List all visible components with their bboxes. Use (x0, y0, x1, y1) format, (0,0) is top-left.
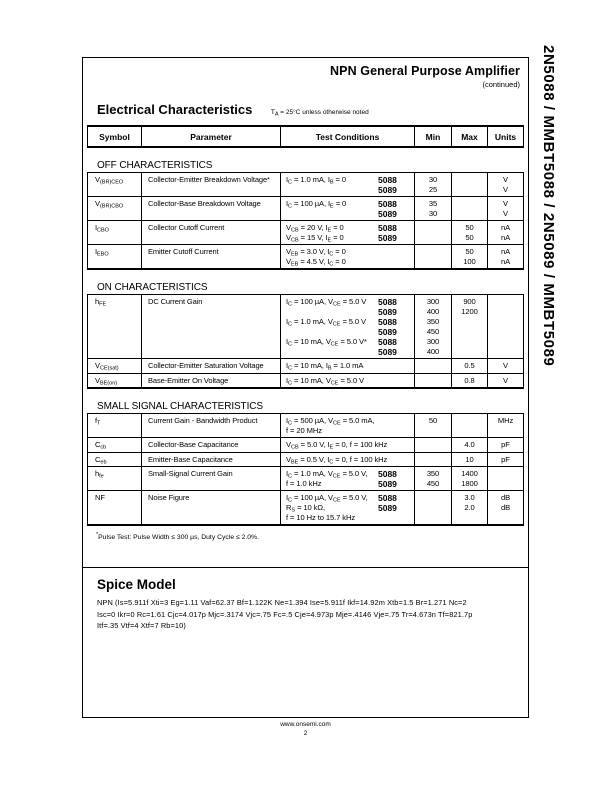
max-value: 900 (463, 297, 476, 306)
units-cell (487, 438, 523, 452)
min-value (415, 493, 451, 503)
table-row (88, 295, 523, 358)
max-value: 0.5 (464, 361, 475, 370)
min-value: 450 (426, 479, 440, 488)
max-value: 10 (465, 454, 474, 464)
max-value: 3.0 (464, 493, 475, 502)
min-value: 35 (428, 199, 438, 208)
parameter-cell: Base-Emitter On Voltage (141, 374, 280, 388)
condition-line (281, 493, 414, 503)
max-value: 100 (463, 257, 476, 266)
condition-text: $I_C = 100$ µA, $I_E = 0$ (286, 199, 347, 210)
spice-model-heading: Spice Model (97, 577, 176, 592)
condition-line (281, 469, 414, 479)
device-label: 5089 (378, 307, 397, 317)
units-cell (487, 295, 523, 358)
conditions-cell (280, 491, 414, 524)
units-cell (487, 414, 523, 437)
condition-line (281, 503, 414, 513)
unit-value (488, 327, 523, 337)
min-cell (414, 173, 451, 196)
temperature-note: $T_A = 25^\circ C$ unless otherwise noted (270, 109, 369, 118)
condition-text: $V_{EB} = 4.5$ V, $I_C = 0$ (286, 257, 346, 268)
min-cell (414, 438, 451, 452)
max-cell (451, 414, 487, 437)
page-border (82, 57, 529, 718)
conditions-cell (280, 359, 414, 373)
condition-text: $I_C = 100$ µA, $V_{CE} = 5.0$ V, (286, 493, 368, 504)
min-cell (414, 221, 451, 244)
max-value (452, 327, 487, 337)
symbol-cell: $h_{fe}$ (95, 469, 104, 480)
conditions-cell (280, 197, 414, 220)
unit-value: dB (500, 493, 511, 502)
condition-line (281, 199, 414, 209)
condition-text: f = 20 MHz (286, 426, 322, 435)
max-value (452, 347, 487, 357)
table-row (88, 437, 523, 452)
min-cell (414, 245, 451, 268)
condition-line (281, 247, 414, 257)
characteristics-table (87, 413, 524, 526)
condition-text (286, 327, 376, 337)
unit-value: nA (500, 257, 511, 266)
parameter-cell: Small-Signal Current Gain (141, 467, 280, 490)
unit-value: dB (500, 503, 511, 512)
units-cell (487, 197, 523, 220)
device-label: 5089 (378, 503, 397, 513)
condition-line (281, 337, 414, 347)
unit-value: pF (501, 454, 510, 464)
max-value: 1800 (461, 479, 478, 488)
min-cell (414, 197, 451, 220)
min-value: 300 (426, 337, 440, 346)
device-label: 5089 (378, 479, 397, 489)
column-header-test-conditions: Test Conditions (280, 127, 414, 146)
condition-line (281, 209, 414, 219)
table-row (88, 414, 523, 437)
min-value: 25 (428, 185, 438, 194)
sections (83, 160, 528, 526)
min-cell (414, 414, 451, 437)
device-label: 5089 (378, 327, 397, 337)
max-value: 0.8 (464, 375, 475, 385)
continued-label: (continued) (482, 80, 520, 89)
parameter-cell: Emitter-Base Capacitance (141, 453, 280, 467)
max-value (452, 175, 487, 185)
condition-line (281, 416, 414, 426)
column-header-min: Min (414, 127, 451, 146)
device-label: 5089 (378, 209, 397, 219)
max-cell (451, 467, 487, 490)
max-value (452, 199, 487, 209)
condition-text: f = 1.0 kHz (286, 479, 322, 488)
table-row (88, 358, 523, 373)
condition-line (281, 307, 414, 317)
condition-line (281, 257, 414, 267)
page-footer (82, 721, 529, 738)
max-value: 50 (465, 233, 474, 242)
condition-text: $I_C = 10$ mA, $I_B = 1.0$ mA (286, 361, 364, 372)
condition-line (281, 361, 414, 371)
symbol-cell: $C_{eb}$ (95, 454, 107, 465)
condition-text (286, 307, 376, 317)
condition-line (281, 376, 414, 386)
condition-text: f = 10 Hz to 15.7 kHz (286, 513, 356, 522)
max-value (452, 416, 487, 426)
unit-value (488, 337, 523, 347)
conditions-cell (280, 245, 414, 268)
parameter-cell: Current Gain - Bandwidth Product (141, 414, 280, 437)
condition-line (281, 185, 414, 195)
max-cell (451, 359, 487, 373)
column-header-max: Max (451, 127, 487, 146)
min-cell (414, 467, 451, 490)
spice-model-line: Isc=0 Ikr=0 Rc=1.61 Cjc=4.017p Mjc=.3174 Vjc=.75 Fc=.5 Cje=4.973p Mje=.4146 Vje=.75 Tr=4.673n Tf=821.7p (97, 609, 473, 619)
max-value (452, 317, 487, 327)
condition-line (281, 455, 414, 465)
characteristics-section (83, 401, 528, 526)
unit-value (488, 347, 523, 357)
condition-text: $V_{EB} = 3.0$ V, $I_C = 0$ (286, 247, 346, 258)
max-value (452, 209, 487, 219)
electrical-characteristics-heading-row (97, 101, 528, 119)
condition-text: $V_{BE} = 0.5$ V, $I_C = 0$, f = 100 kHz (286, 454, 388, 465)
table-row (88, 196, 523, 220)
table-row (88, 220, 523, 244)
min-value (415, 455, 451, 465)
condition-text: $V_{CB} = 20$ V, $I_E = 0$ (286, 223, 344, 234)
device-label: 5088 (378, 297, 397, 307)
min-value (415, 513, 451, 523)
condition-line (281, 347, 414, 357)
spice-model-line: NPN (Is=5.911f Xti=3 Eg=1.11 Vaf=62.37 Bf=1.122K Ne=1.394 Ise=5.911f Ikf=14.92m Xtb=1.5 Br=1.271 Nc=2 (97, 598, 467, 607)
unit-value: V (503, 361, 508, 370)
max-value: 50 (465, 247, 474, 256)
page-title: NPN General Purpose Amplifier (330, 64, 520, 78)
min-cell (414, 359, 451, 373)
symbol-cell: $C_{cb}$ (95, 440, 107, 451)
device-label: 5089 (378, 347, 397, 357)
condition-text (286, 347, 376, 357)
condition-text: $I_C = 500$ µA, $V_{CE} = 5.0$ mA, (286, 416, 375, 427)
conditions-cell (280, 414, 414, 437)
condition-text: $V_{CB} = 5.0$ V, $I_E = 0$, f = 100 kHz (286, 440, 388, 451)
conditions-cell (280, 467, 414, 490)
section-divider (83, 567, 528, 568)
condition-line (281, 440, 414, 450)
parameter-cell: DC Current Gain (141, 295, 280, 358)
symbol-cell: $h_{FE}$ (95, 297, 107, 308)
min-value (415, 223, 451, 233)
device-label: 5089 (378, 185, 397, 195)
parameter-cell: Collector-Base Capacitance (141, 438, 280, 452)
conditions-cell (280, 453, 414, 467)
parameter-cell: Collector-Base Breakdown Voltage (141, 197, 280, 220)
parameter-cell: Collector-Emitter Saturation Voltage (141, 359, 280, 373)
symbol-cell: $I_{EBO}$ (95, 247, 109, 258)
units-cell (487, 453, 523, 467)
min-value (415, 376, 451, 386)
min-value: 30 (428, 175, 438, 184)
max-cell (451, 197, 487, 220)
parameter-cell: Noise Figure (141, 491, 280, 524)
characteristics-section (83, 160, 528, 270)
max-value (452, 185, 487, 195)
symbol-cell: $V_{(BR)CEO}$ (95, 175, 124, 186)
unit-value: V (503, 375, 508, 385)
condition-text: $V_{CB} = 15$ V, $I_E = 0$ (286, 233, 344, 244)
page-number: 2 (303, 729, 308, 737)
max-cell (451, 221, 487, 244)
condition-line (281, 479, 414, 489)
section-title: OFF CHARACTERISTICS (97, 160, 213, 171)
condition-line (281, 233, 414, 243)
unit-value (488, 317, 523, 327)
max-value: 2.0 (464, 503, 475, 512)
column-header-parameter: Parameter (141, 127, 280, 146)
part-numbers-sidebar: 2N5088 / MMBT5088 / 2N5089 / MMBT5089 (540, 45, 557, 367)
min-value: 400 (426, 307, 440, 316)
electrical-characteristics-heading: Electrical Characteristics (97, 102, 253, 117)
table-row (88, 490, 523, 524)
max-value: 1200 (461, 307, 478, 316)
condition-text (286, 185, 376, 195)
condition-line (281, 175, 414, 185)
min-value: 400 (426, 347, 440, 356)
max-value (452, 337, 487, 347)
unit-value: nA (500, 247, 511, 256)
unit-value: V (503, 199, 508, 208)
document-header (83, 64, 520, 89)
unit-value (488, 469, 523, 479)
section-title: ON CHARACTERISTICS (97, 282, 208, 293)
conditions-cell (280, 438, 414, 452)
condition-text (286, 209, 376, 219)
footer-url: www.onsemi.com (280, 721, 331, 728)
units-cell (487, 467, 523, 490)
parameter-cell: Collector-Emitter Breakdown Voltage* (141, 173, 280, 196)
unit-value: nA (500, 223, 511, 232)
units-cell (487, 359, 523, 373)
condition-line (281, 223, 414, 233)
table-row (88, 466, 523, 490)
min-cell (414, 453, 451, 467)
max-cell (451, 491, 487, 524)
table-row (88, 244, 523, 268)
min-value (415, 426, 451, 436)
max-value: 4.0 (464, 440, 475, 449)
symbol-cell: NF (95, 493, 105, 502)
min-cell (414, 491, 451, 524)
min-value: 300 (426, 297, 440, 306)
characteristics-table (87, 172, 524, 270)
condition-text: $I_C = 1.0$ mA, $V_{CE} = 5.0$ V, (286, 469, 368, 480)
section-title: SMALL SIGNAL CHARACTERISTICS (97, 401, 263, 412)
unit-value (488, 426, 523, 436)
unit-value (488, 307, 523, 317)
column-header-symbol: Symbol (99, 132, 130, 142)
min-value (415, 440, 451, 450)
symbol-cell: $I_{CBO}$ (95, 223, 109, 234)
characteristics-section (83, 282, 528, 389)
min-value: 50 (428, 416, 438, 425)
condition-text: $I_C = 10$ mA, $V_{CE} = 5.0$ V (286, 375, 365, 386)
min-value (415, 233, 451, 243)
unit-value (488, 513, 523, 523)
min-value: 30 (428, 209, 438, 218)
unit-value: V (503, 185, 508, 194)
min-value (415, 247, 451, 257)
max-cell (451, 245, 487, 268)
pulse-test-footnote: *Pulse Test: Pulse Width ≤ 300 µs, Duty Cycle ≤ 2.0%. (96, 532, 259, 541)
max-cell (451, 173, 487, 196)
condition-line (281, 297, 414, 307)
conditions-cell (280, 374, 414, 388)
unit-value: pF (501, 440, 510, 449)
device-label: 5088 (378, 493, 397, 503)
unit-value: V (503, 209, 508, 218)
max-cell (451, 438, 487, 452)
min-cell (414, 374, 451, 388)
min-value: 350 (426, 469, 440, 478)
unit-value (488, 479, 523, 489)
units-cell (487, 374, 523, 388)
max-cell (451, 295, 487, 358)
device-label: 5088 (378, 337, 397, 347)
min-value (415, 361, 451, 371)
max-value: 50 (465, 223, 474, 232)
units-cell (487, 173, 523, 196)
units-cell (487, 491, 523, 524)
table-row (88, 373, 523, 388)
table-row (88, 173, 523, 196)
parameter-cell: Emitter Cutoff Current (141, 245, 280, 268)
conditions-cell (280, 295, 414, 358)
parameter-cell: Collector Cutoff Current (141, 221, 280, 244)
characteristics-table (87, 294, 524, 389)
device-label: 5088 (378, 317, 397, 327)
condition-text: $R_S = 10$ kΩ, (286, 503, 325, 514)
min-cell (414, 295, 451, 358)
device-label: 5088 (378, 469, 397, 479)
condition-text: $I_C = 1.0$ mA, $V_{CE} = 5.0$ V (286, 317, 367, 328)
units-cell (487, 221, 523, 244)
condition-line (281, 317, 414, 327)
spice-model-text (97, 597, 518, 632)
symbol-cell: $V_{(BR)CBO}$ (95, 199, 124, 210)
condition-text: $I_C = 1.0$ mA, $I_B = 0$ (286, 175, 346, 186)
conditions-cell (280, 173, 414, 196)
max-value (452, 513, 487, 523)
device-label: 5088 (378, 175, 397, 185)
condition-text: $I_C = 100$ µA, $V_{CE} = 5.0$ V (286, 297, 367, 308)
max-cell (451, 453, 487, 467)
device-label: 5089 (378, 233, 397, 243)
unit-value: MHz (497, 416, 514, 425)
min-value: 350 (426, 317, 440, 326)
condition-line (281, 513, 414, 523)
spice-model-line: Itf=.35 Vtf=4 Xtf=7 Rb=10) (97, 621, 186, 630)
conditions-cell (280, 221, 414, 244)
min-value: 450 (426, 327, 440, 336)
device-label: 5088 (378, 199, 397, 209)
symbol-cell: $V_{CE(sat)}$ (95, 361, 119, 372)
max-value: 1400 (461, 469, 478, 478)
device-label: 5088 (378, 223, 397, 233)
max-cell (451, 374, 487, 388)
column-header-units: Units (487, 127, 523, 146)
condition-text: $I_C = 10$ mA, $V_{CE} = 5.0$ V* (286, 337, 367, 348)
symbol-cell: $f_T$ (95, 416, 101, 427)
unit-value: V (503, 175, 508, 184)
units-cell (487, 245, 523, 268)
condition-line (281, 327, 414, 337)
table-row (88, 452, 523, 467)
condition-line (281, 426, 414, 436)
unit-value: nA (500, 233, 511, 242)
symbol-cell: $V_{BE(on)}$ (95, 375, 118, 386)
max-value (452, 426, 487, 436)
unit-value (488, 297, 523, 307)
table-header-row (87, 125, 524, 148)
min-value (415, 503, 451, 513)
min-value (415, 257, 451, 267)
